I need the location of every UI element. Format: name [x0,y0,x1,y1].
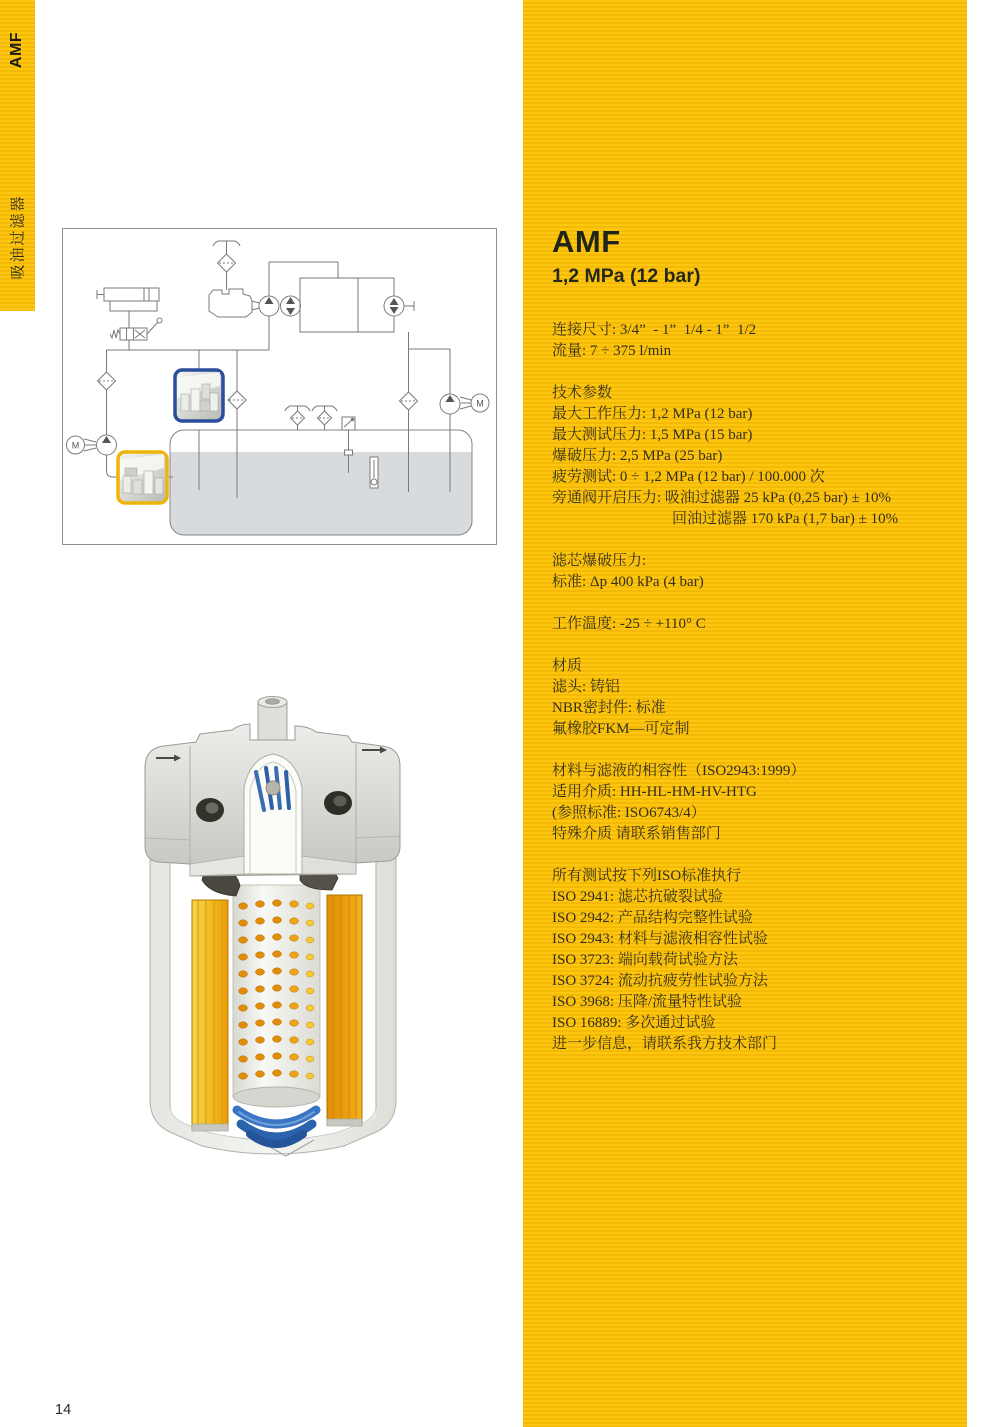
spec-line: ISO 2941: 滤芯抗破裂试验 [552,889,723,905]
spec-line: ISO 3968: 压降/流量特性试验 [552,994,743,1010]
spec-line: 最大工作压力: 1,2 MPa (12 bar) [552,406,753,422]
hydraulic-circuit-diagram [62,228,497,545]
spec-line: 材质 [552,658,583,674]
spec-line: 材料与滤液的相容性（ISO2943:1999） [552,763,806,779]
spec-line: 特殊介质 请联系销售部门 [552,826,721,842]
spec-line: 滤头: 铸铝 [552,679,620,695]
sidebar-category-label: 吸油过滤器 [10,194,27,280]
spec-section [552,656,982,740]
filter-cutaway-illustration [140,688,412,1163]
spec-line: 氟橡胶FKM—可定制 [552,721,690,737]
suction-filter-photo [118,452,167,503]
level-gauge-symbol [370,457,378,488]
spec-line: 疲劳测试: 0 ÷ 1,2 MPa (12 bar) / 100.000 次 [552,469,825,485]
spec-line: 滤芯爆破压力: [552,553,647,569]
spec-section [552,866,982,1055]
spec-line: ISO 3723: 端向载荷试验方法 [552,952,738,968]
spec-line: 进一步信息，请联系我方技术部门 [552,1036,778,1052]
spec-line: ISO 16889: 多次通过试验 [552,1015,716,1031]
spec-section [552,614,982,635]
spec-section [552,761,982,845]
spec-line: 爆破压力: 2,5 MPa (25 bar) [552,448,723,464]
spec-line: 旁通阀开启压力: 吸油过滤器 25 kPa (0,25 bar) ± 10% [552,490,892,506]
cutaway-svg [140,688,412,1163]
spec-section [552,551,982,593]
spec-line: ISO 3724: 流动抗疲劳性试验方法 [552,973,768,989]
spec-line: 所有测试按下列ISO标准执行 [552,868,742,884]
circuit-svg [62,228,497,545]
tube-bottom [234,1087,320,1107]
spec-line: 标准: Δp 400 kPa (4 bar) [552,574,704,590]
sidebar-strip [0,0,35,311]
spec-line: 流量: 7 ÷ 375 l/min [552,343,672,359]
bypass-cavity [244,754,302,874]
spec-text [552,320,982,1076]
spec-line: ISO 2943: 材料与滤液相容性试验 [552,931,768,947]
center-tube [233,885,320,1107]
spec-section [552,383,982,530]
return-filter-photo [175,370,223,421]
svg-text:M: M [476,398,484,409]
spec-line: NBR密封件: 标准 [552,700,666,716]
filter-head [145,697,400,877]
spec-line: 技术参数 [552,385,613,401]
svg-text:M: M [71,440,80,451]
spec-line: 最大测试压力: 1,5 MPa (15 bar) [552,427,753,443]
page-number: 14 [55,1402,72,1418]
spec-section [552,320,982,362]
spec-line: 适用介质: HH-HL-HM-HV-HTG [552,784,757,800]
spec-line: 回油过滤器 170 kPa (1,7 bar) ± 10% [552,511,899,527]
spec-line: ISO 2942: 产品结构完整性试验 [552,910,753,926]
spec-line: 连接尺寸: 3/4” - 1” 1/4 - 1” 1/2 [552,322,757,338]
page-title: AMF [552,224,621,259]
pressure-rating-subtitle: 1,2 MPa (12 bar) [552,265,701,287]
spec-panel [523,0,967,1427]
spec-line: 工作温度: -25 ÷ +110° C [552,616,706,632]
spec-line: (参照标准: ISO6743/4） [552,805,706,821]
sidebar-product-code: AMF [8,31,25,69]
